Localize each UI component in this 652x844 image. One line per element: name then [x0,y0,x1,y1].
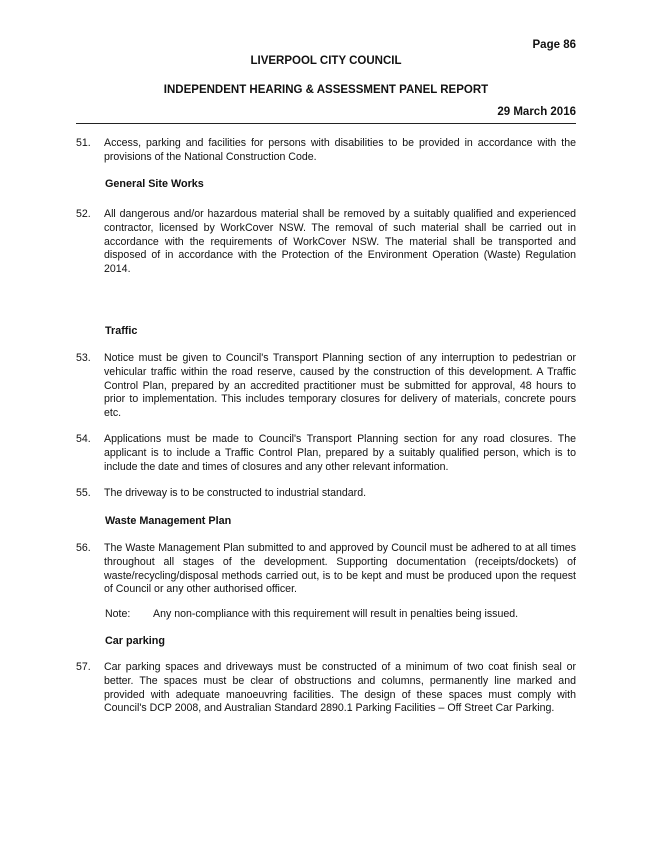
condition-text: All dangerous and/or hazardous material shall be removed by a suitably qualified and experienced contractor, licensed by WorkCover NSW. The removal of such material shall be carried out in accordance with the requirements of WorkCover NSW. The material shall be transported and disposed of in accordance with the Protection of the Environment Operation (Waste) Regulation 2014. [104,208,576,276]
header-divider [76,123,576,124]
condition-text: Access, parking and facilities for persons with disabilities to be provided in accordance with the provisions of the National Construction Code. [104,137,576,163]
condition-number: 57. [76,661,91,673]
note-text: Any non-compliance with this requirement will result in penalties being issued. [153,608,519,620]
page-number: Page 86 [532,39,576,51]
section-heading-general-site-works: General Site Works [105,178,204,190]
condition-text: The driveway is to be constructed to industrial standard. [104,487,367,499]
condition-text: Notice must be given to Council's Transport Planning section of any interruption to pedestrian or vehicular traffic within the road reserve, caused by the construction of this development. A Traffic Control Plan, prepared by an accredited practitioner must be submitted for approval, 48 hours to prior to implementation. This includes temporary closures for delivery of materials, concrete pours etc. [104,352,576,420]
condition-number: 53. [76,352,91,364]
council-name: LIVERPOOL CITY COUNCIL [250,55,402,67]
report-date: 29 March 2016 [497,106,576,118]
condition-text: Applications must be made to Council's Transport Planning section for any road closures. The applicant is to include a Traffic Control Plan, prepared by a suitably qualified person, which is to include the date and times of closures and any other relevant information. [104,433,576,473]
section-heading-waste-management-plan: Waste Management Plan [105,515,232,527]
condition-number: 55. [76,487,91,499]
condition-number: 56. [76,542,91,554]
note-label: Note: [105,608,131,620]
section-heading-traffic: Traffic [105,325,138,337]
condition-number: 51. [76,137,91,149]
condition-number: 52. [76,208,91,220]
condition-text: The Waste Management Plan submitted to and approved by Council must be adhered to at all times throughout all stages of the development. Supporting documentation (receipts/dockets) of waste/recycling/disposal methods carried out, is to be kept and must be produced upon the request of Council or any other authorised officer. [104,542,576,596]
condition-number: 54. [76,433,91,445]
section-heading-car-parking: Car parking [105,635,165,647]
condition-text: Car parking spaces and driveways must be constructed of a minimum of two coat finish seal or better. The spaces must be clear of obstructions and columns, permanently line marked and provided with adequate manoeuvring facilities. The design of these spaces must comply with Council's DCP 2008, and Australian Standard 2890.1 Parking Facilities – Off Street Car Parking. [104,661,576,715]
report-title: INDEPENDENT HEARING & ASSESSMENT PANEL REPORT [163,84,489,96]
